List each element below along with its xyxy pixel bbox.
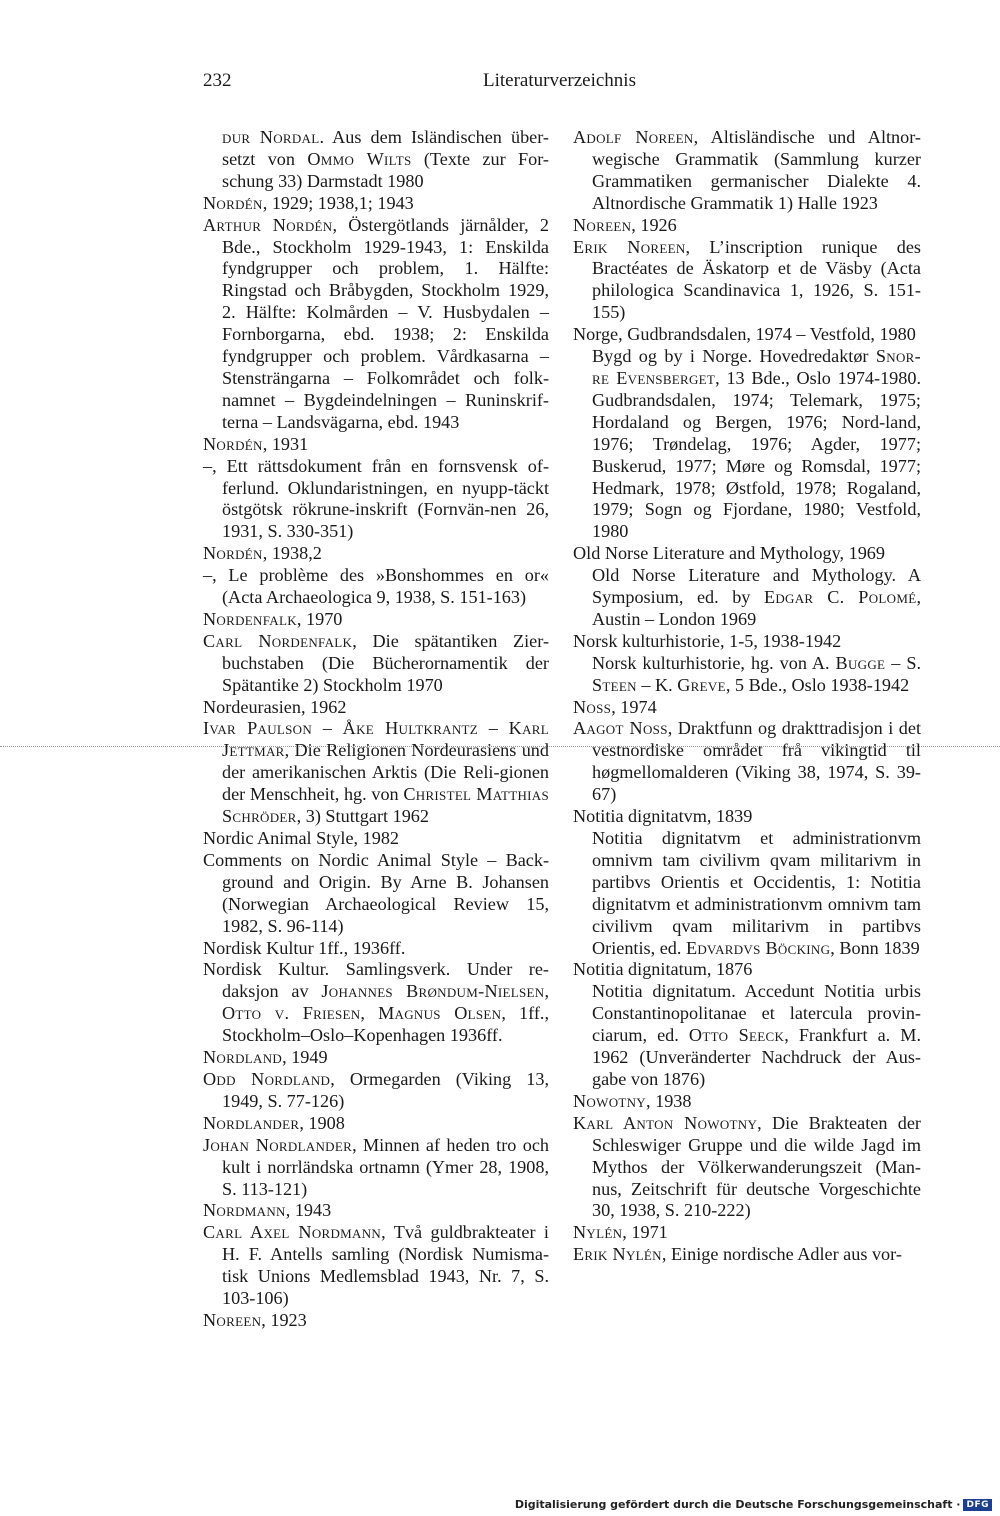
right-column bbox=[573, 127, 921, 1266]
bibliography-key: Nordmann, 1943 bbox=[203, 1200, 332, 1221]
footer-text: Digitalisierung gefördert durch die Deutsche Forschungsgemeinschaft · bbox=[514, 1498, 961, 1511]
bibliography-key: Noreen, 1923 bbox=[203, 1309, 307, 1330]
bibliography-entry: Aagot Noss, Draktfunn og drakttradisjon i det vestnordiske området frå vikingtid til høgmellomalderen (Viking 38, 1974, S. 39-67) bbox=[573, 718, 921, 805]
bibliography-entry: Ivar Paulson – Åke Hultkrantz – Karl Jettmar, Die Religionen Nordeurasiens und der amerikanischen Arktis (Die Reli-gionen der Menschheit, hg. von Christel Matthias Schröder, 3) Stuttgart 1962 bbox=[203, 718, 550, 827]
left-column bbox=[203, 127, 549, 1332]
bibliography-key: Nordén, 1938,2 bbox=[203, 543, 322, 564]
bibliography-entry: Old Norse Literature and Mythology. A Symposium, ed. by Edgar C. Polomé, Austin – London 1969 bbox=[592, 565, 921, 629]
bibliography-key: Notitia dignitatvm, 1839 bbox=[573, 806, 753, 827]
bibliography-key: Noss, 1974 bbox=[573, 696, 657, 717]
bibliography-entry: Norsk kulturhistorie, hg. von A. Bugge – S. Steen – K. Greve, 5 Bde., Oslo 1938-1942 bbox=[592, 652, 921, 695]
bibliography-entry: Karl Anton Nowotny, Die Brakteaten der Schleswiger Gruppe und die wilde Jagd im Mythos der Völkerwanderungszeit (Man-nus, Zeitschrift für deutsche Vorgeschichte 30, 1938, S. 210-222) bbox=[573, 1112, 921, 1221]
page-number: 232 bbox=[203, 70, 232, 91]
bibliography-key: Norsk kulturhistorie, 1-5, 1938-1942 bbox=[573, 630, 842, 651]
bibliography-entry: Erik Noreen, L’inscription runique des Bractéates de Äskatorp et de Väsby (Acta philologica Scandinavica 1, 1926, S. 151-155) bbox=[573, 236, 922, 323]
bibliography-entry: –, Le problème des »Bonshommes en or« (Acta Archaeologica 9, 1938, S. 151-163) bbox=[203, 565, 549, 608]
bibliography-entry: Comments on Nordic Animal Style – Back-ground and Origin. By Arne B. Johansen (Norwegian Archaeological Review 15, 1982, S. 96-114) bbox=[203, 849, 549, 936]
bibliography-key: Nordlander, 1908 bbox=[203, 1112, 345, 1133]
bibliography-entry: Nordisk Kultur. Samlingsverk. Under re-daksjon av Johannes Brøndum-Nielsen, Otto v. Friesen, Magnus Olsen, 1ff., Stockholm–Oslo–Kopenhagen 1936ff. bbox=[203, 959, 549, 1046]
bibliography-entry: Carl Nordenfalk, Die spätantiken Zier-buchstaben (Die Bücherornamentik der Spätantike 2) Stockholm 1970 bbox=[203, 630, 550, 695]
bibliography-key: Nylén, 1971 bbox=[573, 1222, 668, 1243]
bibliography-entry: Carl Axel Nordmann, Två guldbrakteater i H. F. Antells samling (Nordisk Numisma-tisk Unions Medlemsblad 1943, Nr. 7, S. 103-106) bbox=[203, 1222, 549, 1309]
bibliography-key: Nordic Animal Style, 1982 bbox=[203, 828, 400, 848]
bibliography-key: Nordén, 1931 bbox=[203, 433, 309, 454]
bibliography-entry: –, Ett rättsdokument från en fornsvensk of-ferlund. Oklundaristningen, en nyupp-täckt östgötsk rökrune-inskrift (Fornvän-nen 26, 1931, S. 330-351) bbox=[203, 455, 549, 542]
bibliography-entry: Odd Nordland, Ormegarden (Viking 13, 1949, S. 77-126) bbox=[203, 1068, 549, 1111]
bibliography-key: Notitia dignitatum, 1876 bbox=[573, 959, 753, 980]
bibliography-key: Nordisk Kultur 1ff., 1936ff. bbox=[203, 937, 406, 958]
bibliography-key: Nordeurasien, 1962 bbox=[203, 696, 347, 717]
bibliography-entry: Notitia dignitatum. Accedunt Notitia urbis Constantinopolitanae et latercula provin-ciarum, ed. Otto Seeck, Frankfurt a. M. 1962 (Unveränderter Nachdruck der Aus-gabe von 1876) bbox=[592, 981, 921, 1089]
bibliography-key: Noreen, 1926 bbox=[573, 214, 677, 235]
bibliography-key: Nordenfalk, 1970 bbox=[203, 608, 343, 629]
digitization-footer bbox=[515, 1498, 992, 1511]
bibliography-key: Nordland, 1949 bbox=[203, 1047, 328, 1068]
bibliography-entry: Johan Nordlander, Minnen af heden tro och kult i norrländska ortnamn (Ymer 28, 1908, S. 113-121) bbox=[203, 1134, 549, 1199]
dfg-logo: DFG bbox=[963, 1499, 992, 1511]
running-head: Literaturverzeichnis bbox=[483, 70, 636, 91]
bibliography-key: Norge, Gudbrandsdalen, 1974 – Vestfold, 1980 bbox=[573, 324, 916, 345]
bibliography-entry: Erik Nylén, Einige nordische Adler aus vor- bbox=[573, 1244, 902, 1265]
bibliography-entry: Bygd og by i Norge. Hovedredaktør Snor-re Evensberget, 13 Bde., Oslo 1974-1980. Gudbrandsdalen, 1974; Telemark, 1975; Hordaland og Bergen, 1976; Nord-land, 1976; Trøndelag, 1976; Agder, 1977; Buskerud, 1977; Møre og Romsdal, 1977; Hedmark, 1978; Østfold, 1978; Rogaland, 1979; Sogn og Fjordane, 1980; Vestfold, 1980 bbox=[592, 346, 921, 542]
bibliography-entry: Adolf Noreen, Altisländische und Altnor-wegische Grammatik (Sammlung kurzer Grammatiken germanischer Dialekte 4. Altnordische Grammatik 1) Halle 1923 bbox=[573, 127, 921, 213]
bibliography-key: Nowotny, 1938 bbox=[573, 1090, 692, 1111]
bibliography-key: Nordén, 1929; 1938,1; 1943 bbox=[203, 192, 414, 213]
bibliography-entry: Notitia dignitatvm et administrationvm omnivm tam civilivm qvam militarivm in partibvs Orientis et Occidentis, 1: Notitia dignitatvm et administrationvm omnivm tam civilivm qvam militarivm in partibvs Orientis, ed. Edvardvs Böcking, Bonn 1839 bbox=[592, 828, 921, 958]
bibliography-entry: dur Nordal. Aus dem Isländischen über-setzt von Ommo Wilts (Texte zur For-schung 33) Darmstadt 1980 bbox=[222, 127, 549, 191]
bibliography-key: Old Norse Literature and Mythology, 1969 bbox=[573, 543, 885, 564]
bibliography-entry: Arthur Nordén, Östergötlands järnålder, 2 Bde., Stockholm 1929-1943, 1: Enskilda fyndgrupper och problem, 1. Hälfte: Ringstad och Bråbygden, Stockholm 1929, 2. Hälfte: Kolmården – V. Husbydalen – Fornborgarna, ebd. 1938; 2: Enskilda fyndgrupper och problem. Vårdkasarna – Stensträngarna – Folkområdet och folk-namnet – Bygdeindelningen – Runinskrif-terna – Landsvägarna, ebd. 1943 bbox=[203, 214, 550, 432]
